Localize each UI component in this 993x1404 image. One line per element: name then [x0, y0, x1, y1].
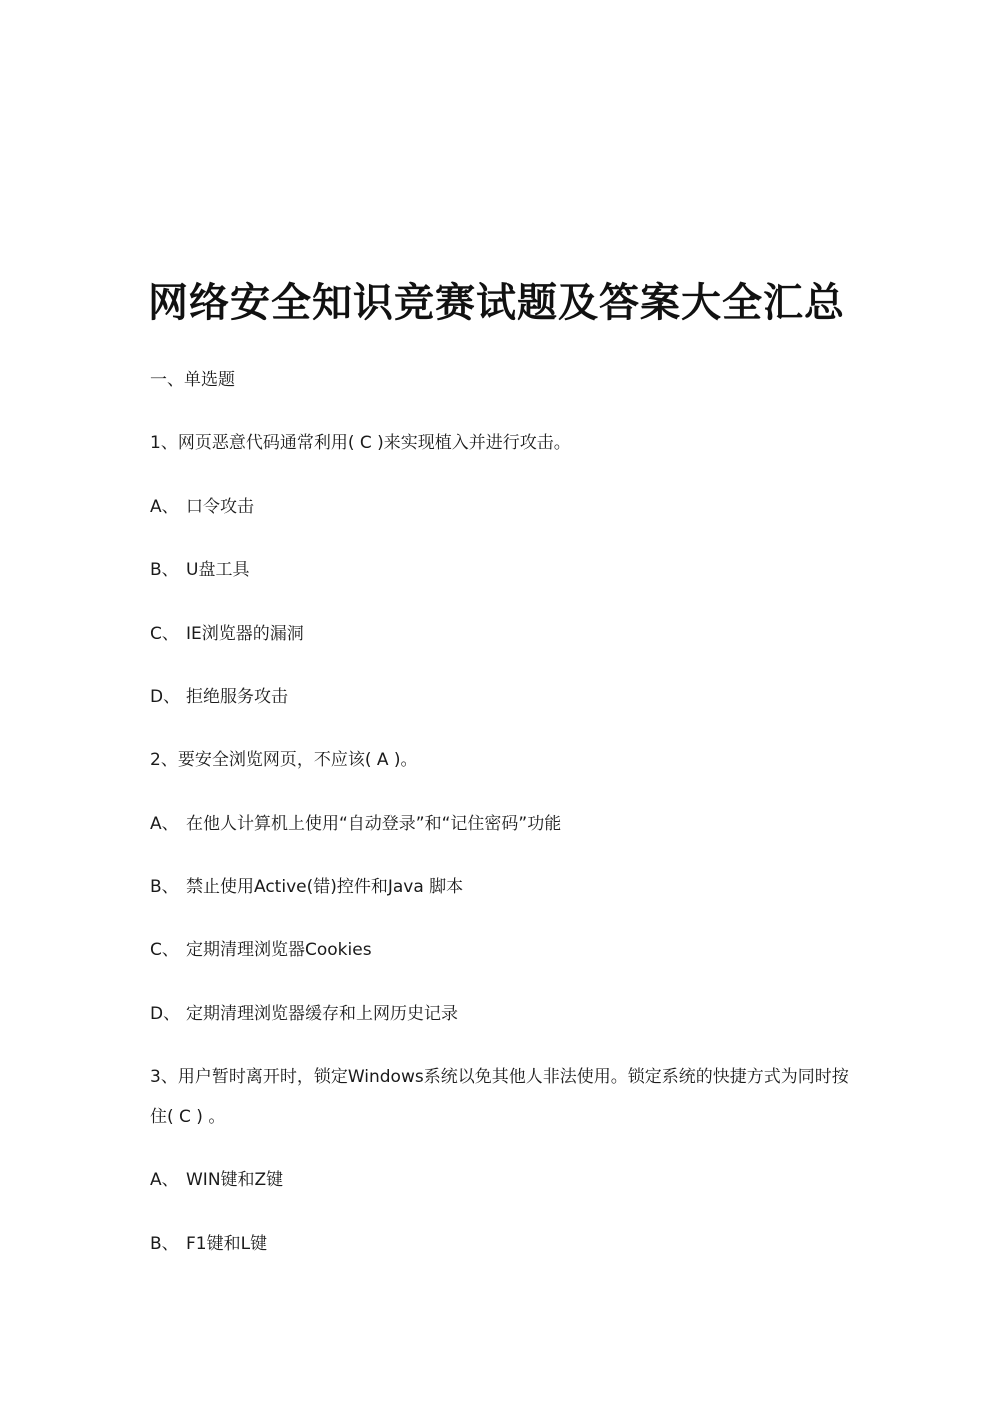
question-1-option-b — [150, 558, 850, 582]
option-letter: C、 — [150, 624, 179, 644]
option-text: 禁止使用Active(错)控件和Java 脚本 — [186, 877, 464, 897]
option-text: WIN键和Z键 — [186, 1170, 284, 1190]
option-text: 定期清理浏览器Cookies — [186, 940, 372, 960]
option-letter: D、 — [150, 687, 181, 707]
question-1-option-d — [150, 685, 850, 709]
option-letter: A、 — [150, 1170, 179, 1190]
question-2-option-b — [150, 875, 850, 899]
document-title: 网络安全知识竞赛试题及答案大全汇总 — [148, 280, 845, 326]
question-2-option-c — [150, 938, 850, 962]
option-letter: A、 — [150, 497, 179, 517]
question-2-option-d — [150, 1002, 850, 1026]
question-1-option-a — [150, 495, 850, 519]
question-3-stem: 3、用户暂时离开时，锁定Windows系统以免其他人非法使用。锁定系统的快捷方式为同时按住( C ) 。 — [150, 1067, 849, 1127]
option-letter: B、 — [150, 1234, 179, 1254]
option-letter: B、 — [150, 560, 179, 580]
question-3-option-b — [150, 1232, 850, 1256]
question-3-option-a — [150, 1168, 850, 1192]
question-1-option-c — [150, 622, 850, 646]
section-heading: 一、单选题 — [150, 370, 235, 390]
option-letter: D、 — [150, 1004, 181, 1024]
option-letter: A、 — [150, 814, 179, 834]
option-letter: B、 — [150, 877, 179, 897]
question-2-option-a — [150, 812, 850, 836]
option-text: 拒绝服务攻击 — [186, 687, 288, 707]
option-text: 定期清理浏览器缓存和上网历史记录 — [186, 1004, 458, 1024]
option-text: IE浏览器的漏洞 — [186, 624, 304, 644]
option-letter: C、 — [150, 940, 179, 960]
question-1-stem: 1、网页恶意代码通常利用( C )来实现植入并进行攻击。 — [150, 433, 571, 453]
option-text: U盘工具 — [186, 560, 250, 580]
option-text: F1键和L键 — [186, 1234, 268, 1254]
question-2-stem: 2、要安全浏览网页，不应该( A )。 — [150, 750, 418, 770]
option-text: 在他人计算机上使用“自动登录”和“记住密码”功能 — [186, 814, 562, 834]
option-text: 口令攻击 — [186, 497, 254, 517]
